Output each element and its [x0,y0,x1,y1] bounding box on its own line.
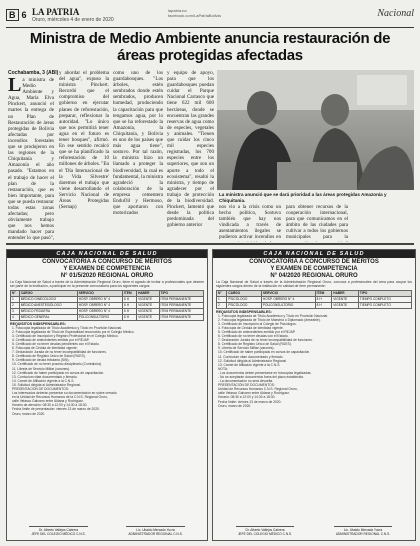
list-item: 2. Fotocopia legalizada de Título de Maestría o Diplomado (deseable). [218,317,321,322]
list-item: 3. Certificado de Inscripción al Colegio de Psicólogos. [218,321,297,326]
newspaper-name: LA PATRIA [32,7,80,17]
table-cell: TIEMPO COMPLETO [358,302,411,308]
table-cell: PSICÓLOGO [227,302,262,308]
conv-title-line2: Y EXAMEN DE COMPETENCIA [63,265,151,272]
article-headline: Ministra de Medio Ambiente anuncia restauración de áreas protegidas afectadas [29,30,391,64]
table-cell: 1 [11,296,20,302]
list-item: Horario de atención: 08:30 a 12:00 y 14:30 a 18:30. [12,403,88,408]
conv-title-line3: N° 01/5/2020 REGIONAL ORURO [60,272,154,279]
article-text-5: nos vio a la crisis como un hecho político, Sostuvo también que hay nos vindicada a través de asentamientos ilegales se pudieron activar incendios en [219,204,281,241]
list-item: PRESENTACIÓN DE DOCUMENTOS: [218,383,275,388]
signer-title: ADMINISTRADOR REGIONAL C.N.S. [335,532,391,536]
table-cell: ITEM PERMANENTE [159,308,203,314]
conv-title-line2: Y EXAMEN DE COMPETENCIA [270,265,358,272]
table-cell: HOSP. OBRERO N° 4 [77,296,122,302]
list-item: 4. Certificado de antecedentes emitido por el REJAP. [12,337,90,342]
article-column-2 [59,70,109,241]
article-text-3: como uno de los guardabosques. "Los árboles, estén sembrados donde estén sembrados, producen humedad, produciendo la capacitación para que tengamos agua, por lo que se ha reforestado la Amazonía, la Chiquitanía, y Bolivia es uno de los países que más agua tiene", sostuvo. Por tal razón, la ministra hizo un llamado a proteger la biodiversidad, la cual es fundamental, la ministra agradeció la colaboración de la empresa cementera EnduOil y Hermoso, que aportaron con motorizados [113,70,163,217]
list-item: 13. Curriculum vitae documentado y firmado. [12,374,78,379]
col-header: ÍTEM [123,290,137,296]
table-cell: VIGENTE [332,296,359,302]
list-item: PRESENTACIÓN DE DOCUMENTOS: [12,386,69,391]
page-letter: B [6,9,19,21]
list-item: 6. Fotocopia de Cédula de Identidad vigente. [12,346,78,351]
article-column-5 [219,204,281,242]
table-cell: 1 [217,296,227,302]
article-column-4 [167,70,214,241]
signer-title: ADMINISTRADOR REGIONAL C.N.S. [128,532,183,536]
list-item: 7. Declaración Jurada de no tener incompatibilidad de funciones. [12,350,107,355]
signature-block [126,526,184,536]
list-item: en la Unidad de Recursos Humanos de la C.N.S. Regional Oruro, [12,395,108,400]
table-row [217,302,412,308]
page-num: 6 [21,10,27,20]
table-cell: 8 H [315,302,332,308]
conv-banner: CAJA NACIONAL DE SALUD [7,250,207,258]
photo-illustration [217,70,414,190]
list-item: - No se aceptarán documentos fuera del plazo establecido. [218,374,305,379]
signer-name: Dr. Alberto Vallejos Cabrera [38,528,79,532]
list-item: 5. Certificado de antecedentes emitido por el REJAP. [218,329,296,334]
conv-title-line1: CONVOCATORIA A CONCURSO DE MÉRITOS [42,259,172,265]
table-cell: 6 H [123,308,137,314]
list-item: Fecha límite: viernes 13 de marzo de 2020. [218,399,282,404]
col-header: HABER [137,290,159,296]
list-item: 2. Fotocopia legalizada de Título de Especialidad reconocido por el Colegio Médico. [12,329,135,334]
table-cell: 2 [11,302,20,308]
section-name: Nacional [377,8,414,19]
page-header [6,5,414,28]
list-item: 3. Certificado de Inscripción y Registro Profesional en el Colegio Médico. [12,333,119,338]
table-cell: HOSP. OBRERO N° 4 [77,302,122,308]
table-cell: VIGENTE [137,302,159,308]
list-item: NOTA: [218,366,228,371]
list-item: 1. Fotocopia legalizada de Título Académico y Título en Provisión Nacional. [12,325,123,330]
list-item: 9. Certificado de deuda tributaria (SIN). [12,358,70,363]
requirements-heading: REQUISITOS INDISPENSABLES: [10,321,66,326]
col-header: N° [217,290,227,296]
conv-title-line1: CONVOCATORIA A CONCURSO DE MÉRITOS [249,259,379,265]
col-header: ÍTEM [315,290,332,296]
article-text-2: y abordar el problema del agua", expuso la ministra Pinckert. Recordó que el compromiso del gobierno en ejecutar planes de reforestación, preparar, reflexionar la autoridad. "Lo único que nos permitirá tener agua en el futuro es tener bosques", afirmó. En ese sentido recalcó que se ha planificado la reforestación de 10 millones de árboles. "En el 'Día Internacional de la Vida Silvestre' daremos el trabajo que viene desarrollando el Servicio Nacional de Áreas Protegidas (Sernap) [59,70,109,211]
list-item: Los interesados deberán presentar su documentación en sobre cerrado [12,391,117,396]
signer-name: Lic. Ubaldo Mercado Yucra [343,528,383,532]
article-text-4: y equipo de apoyo, para que los guardabosques puedan cuidar el Parque Nacional Carrasco que tiene 622 mil 600 hectáreas, donde se encuentran las grandes reservas de agua como de especies, vegetales y animales. "Tienen que cuidar los cinco mil especies registradas, los 700 especies entre los superiores, que son un aporte a todo el ecosistema", resaltó la ministra, y tiempo de agradecer por el trabajo de protección de la biodiversidad. Pinckert, lamentó que desde la política predominada del gobierno anterior [167,70,214,229]
table-cell: PSICÓLOGO [227,296,262,302]
signatures [10,526,204,536]
table-cell: MÉDICO GINECÓLOGO [19,296,77,302]
list-item: 14. Carnet de Afiliación vigente a la C.N.S. [12,378,75,383]
list-item: 7. Declaración Jurada de no tener incompatibilidad de funciones. [218,338,313,343]
table-row [11,314,204,320]
list-item: 11. Libreta de Servicio Militar (varones). [12,366,71,371]
list-item: Horario: 08:30 a 12:00 y 14:30 a 18:30. [218,395,276,400]
list-item: 1. Fotocopia legalizada de Título Académico y Título en Provisión Nacional. [218,313,329,318]
signature-block [236,526,295,536]
table-cell: POLICONSULTORIO [77,314,122,320]
table-cell: VIGENTE [332,302,359,308]
requirements-list [213,314,415,408]
drop-cap: L [8,77,22,96]
list-item: - La documentación no será devuelta. [218,379,274,384]
table-cell: VIGENTE [137,296,159,302]
table-cell: 6 H [123,314,137,320]
table-cell: POLICONSULTORIO [261,302,315,308]
table-cell: VIGENTE [137,314,159,320]
list-item: 10. Certificado de haber participado en cursos de capacitación. [218,350,311,355]
list-item: Unidad de Recursos Humanos C.N.S. Regional Oruro, [218,387,298,392]
convocatoria-left [6,249,208,541]
list-item: 4. Fotocopia de Cédula de Identidad vigente. [218,325,284,330]
col-header: N° [11,290,20,296]
page-number [6,9,27,21]
list-item: calle Velasco Galvarro entre Aldana y Rodríguez. [12,399,84,404]
facebook-link[interactable]: facebook.com/LaPatriaBolivia [168,13,221,18]
article-column-3 [113,70,163,241]
table-cell: VIGENTE [137,308,159,314]
list-item: 5. Certificado de no tener deudas pendientes con el Estado. [12,341,100,346]
conv-title-line3: N° 04/2020 REGIONAL ORURO [270,272,358,279]
article-photo [217,70,414,190]
article-text-6: para obtener recursos de la cooperación internacional, para que comunicamos en el ámbito de las ciudades para cultivar a todos los gobiernos municipales para la [286,204,348,241]
article-column-6 [286,204,348,242]
signature-block [29,526,87,536]
conv-intro: La Caja Nacional de Salud a través de la Administración Regional Oruro, tiene el agrado de invitar a profesionales que deseen ser parte de la institución, a participar en la presente convocatoria para los siguientes cargos: [10,280,204,289]
signature-block [334,526,393,536]
issue-date: Oruro, miércoles 4 de enero de 2020 [32,17,114,23]
table-cell: MÉDICO PEDIATRA [19,308,77,314]
table-cell: 8 H [315,296,332,302]
list-item: 8. Certificado de Registro Único de Salud (RUES). [218,342,292,347]
list-item: 6. Certificado de no tener deudas con el Estado. [218,334,289,339]
col-header: SERVICIO [77,290,122,296]
site-link[interactable]: lapatria.bo [168,8,187,13]
col-header: CARGO [227,290,262,296]
table-cell: HOSP. OBRERO N° 4 [77,308,122,314]
table-cell: ITEM PERMANENTE [159,296,203,302]
conv-banner: CAJA NACIONAL DE SALUD [213,250,415,258]
list-item: Oruro, marzo de 2020. [12,411,46,416]
requirements-heading: REQUISITOS INDISPENSABLES: [216,309,272,314]
table-cell: MÉDICO GENERAL [19,314,77,320]
list-item: Fecha límite de presentación: viernes 13 de marzo de 2020. [12,407,100,412]
list-item: 12. Certificado de haber participado en cursos de capacitación. [12,370,105,375]
col-header: TIPO [358,290,411,296]
conv-intro: La Caja Nacional de Salud a través de la Administración Regional Oruro, convoca a profesionales del área para ocupar los siguientes cargos dentro de la institución en calidad de ítem permanente: [216,280,412,289]
list-item: 15. Solicitud dirigida al Administrador Regional. [12,382,81,387]
signer-title: JEFE DEL COLEGIO MÉDICO C.N.S. [237,532,293,536]
col-header: TIPO [159,290,203,296]
table-cell: ITEM PERMANENTE [159,314,203,320]
col-header: SERVICIO [261,290,315,296]
list-item: - Los documentos deben presentarse en fotocopias legalizadas. [218,370,312,375]
list-item: 8. Certificado de Registro Único de Salud (RUES). [12,354,86,359]
section-divider [6,243,414,245]
signatures [216,526,412,536]
table-cell: 2 [217,302,227,308]
conv-title [213,259,415,279]
list-item: calle Velasco Galvarro entre Aldana y Rodríguez. [218,391,290,396]
article-dateline: Cochabamba, 3 (ABI) [8,70,59,76]
table-cell: HOSP. OBRERO N° 4 [261,296,315,302]
article-column-1 [8,77,54,241]
conv-title [7,259,207,279]
table-cell: 6 H [123,302,137,308]
table-cell: 6 H [123,296,137,302]
list-item: 12. Solicitud dirigida al Administrador Regional. [218,358,287,363]
positions-table [10,290,204,321]
table-cell: MÉDICO ANESTESIÓLOGO [19,302,77,308]
table-cell: 4 [11,314,20,320]
list-item: 10. Certificado de no tener proceso disciplinario (Contraloría). [12,362,102,367]
signer-name: Lic. Ubaldo Mercado Yucra [136,528,175,532]
table-cell: ITEM PERMANENTE [159,302,203,308]
list-item: 9. Libreta de Servicio Militar (varones). [218,346,275,351]
positions-table [216,290,412,309]
signer-title: JEFE DEL COLEGIO MÉDICO C.N.S. [31,532,86,536]
table-cell: TIEMPO COMPLETO [358,296,411,302]
list-item: 11. Curriculum vitae documentado y firmado. [218,354,284,359]
list-item: Oruro, marzo de 2020. [218,403,252,408]
requirements-list [7,326,207,416]
article-text-1: a ministra de Medio Ambiente y Agua, María Elva Pinckert, anunció el martes la entrega de un Plan de Restauración de áreas protegidas de Bolivia afectadas por incendios forestales que se produjeron en las regiones de la Chiquitanía y Amazonía el año pasado. "Estamos en el trabajo de hacer el plan de la restauración, que es bien importante, para que se pueda restaurar todas estas zonas afectadas; pero obviamente trabajo que nos hemos mandado hacer para entender lo que pasó", [8,77,54,241]
photo-caption: La ministra anunció que se dará prioridad a las áreas protegidas Amazonía y Chiquitania. [219,192,387,203]
convocatoria-right [212,249,416,541]
col-header: CARGO [19,290,77,296]
web-links [168,8,221,18]
signer-name: Dr. Alberto Vallejos Cabrera [245,528,285,532]
table-cell: 3 [11,308,20,314]
col-header: HABER [332,290,359,296]
list-item: 13. Carnet de Afiliación vigente a la C.N.S. [218,362,281,367]
